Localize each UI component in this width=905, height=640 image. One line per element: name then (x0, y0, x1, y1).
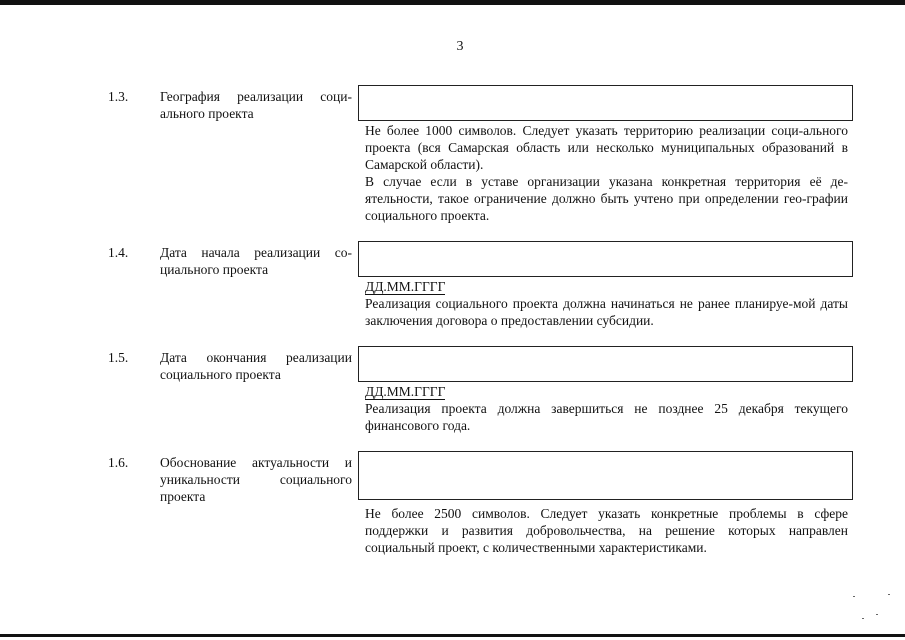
item-label-geography-text: География реализации соци-альнoго проекта (160, 89, 352, 121)
start-date-hint-paragraph: Реализация социального проекта должна начинаться не ранее планируе-мой даты заключения договора о предоставлении субсидии. (365, 296, 848, 328)
item-label-end-date (160, 349, 352, 383)
item-number-1-5: 1.5. (108, 350, 129, 365)
relevance-hint (365, 505, 848, 556)
item-label-end-date-text: Дата окончания реализации социального проекта (160, 350, 352, 382)
end-date-format: ДД.ММ.ГГГГ (365, 384, 446, 399)
scan-speck (853, 596, 855, 597)
item-label-start-date-text: Дата начала реализации со-циального проекта (160, 245, 352, 277)
start-date-format: ДД.ММ.ГГГГ (365, 279, 446, 294)
scan-speck (862, 618, 864, 619)
geography-input-field[interactable] (358, 85, 853, 121)
scan-speck (876, 614, 878, 615)
geography-hint-paragraph-1: Не более 1000 символов. Следует указать территорию реализации соци-ального проекта (вся Самарская область или несколько муниципальных образований в Самарской области). (365, 123, 848, 172)
end-date-hint-paragraph: Реализация проекта должна завершиться не позднее 25 декабря текущего финансового года. (365, 401, 848, 433)
item-label-start-date (160, 244, 352, 278)
geography-hint-paragraph-2: В случае если в уставе организации указана конкретная территория её де-ятельности, такое ограничение должно быть учтено при определении гео-графии социального проекта. (365, 174, 848, 223)
bottom-border-rule (0, 634, 905, 637)
item-number-1-4: 1.4. (108, 245, 129, 260)
scan-speck (888, 594, 890, 595)
page-number: 3 (456, 39, 464, 54)
end-date-hint (365, 383, 848, 434)
item-number-1-6: 1.6. (108, 455, 129, 470)
relevance-hint-paragraph: Не более 2500 символов. Следует указать конкретные проблемы в сфере поддержки и развития добровольчества, на решение которых направлен социальный проект, с количественными характеристиками. (365, 506, 848, 555)
item-label-relevance-text: Обоснование актуальности и уникальности социального проекта (160, 455, 352, 504)
item-label-relevance (160, 454, 352, 505)
item-number-1-3: 1.3. (108, 89, 129, 104)
relevance-input-field[interactable] (358, 451, 853, 500)
geography-hint (365, 122, 848, 224)
start-date-hint (365, 278, 848, 329)
start-date-input-field[interactable] (358, 241, 853, 277)
top-border-rule (0, 0, 905, 5)
end-date-input-field[interactable] (358, 346, 853, 382)
item-label-geography (160, 88, 352, 122)
